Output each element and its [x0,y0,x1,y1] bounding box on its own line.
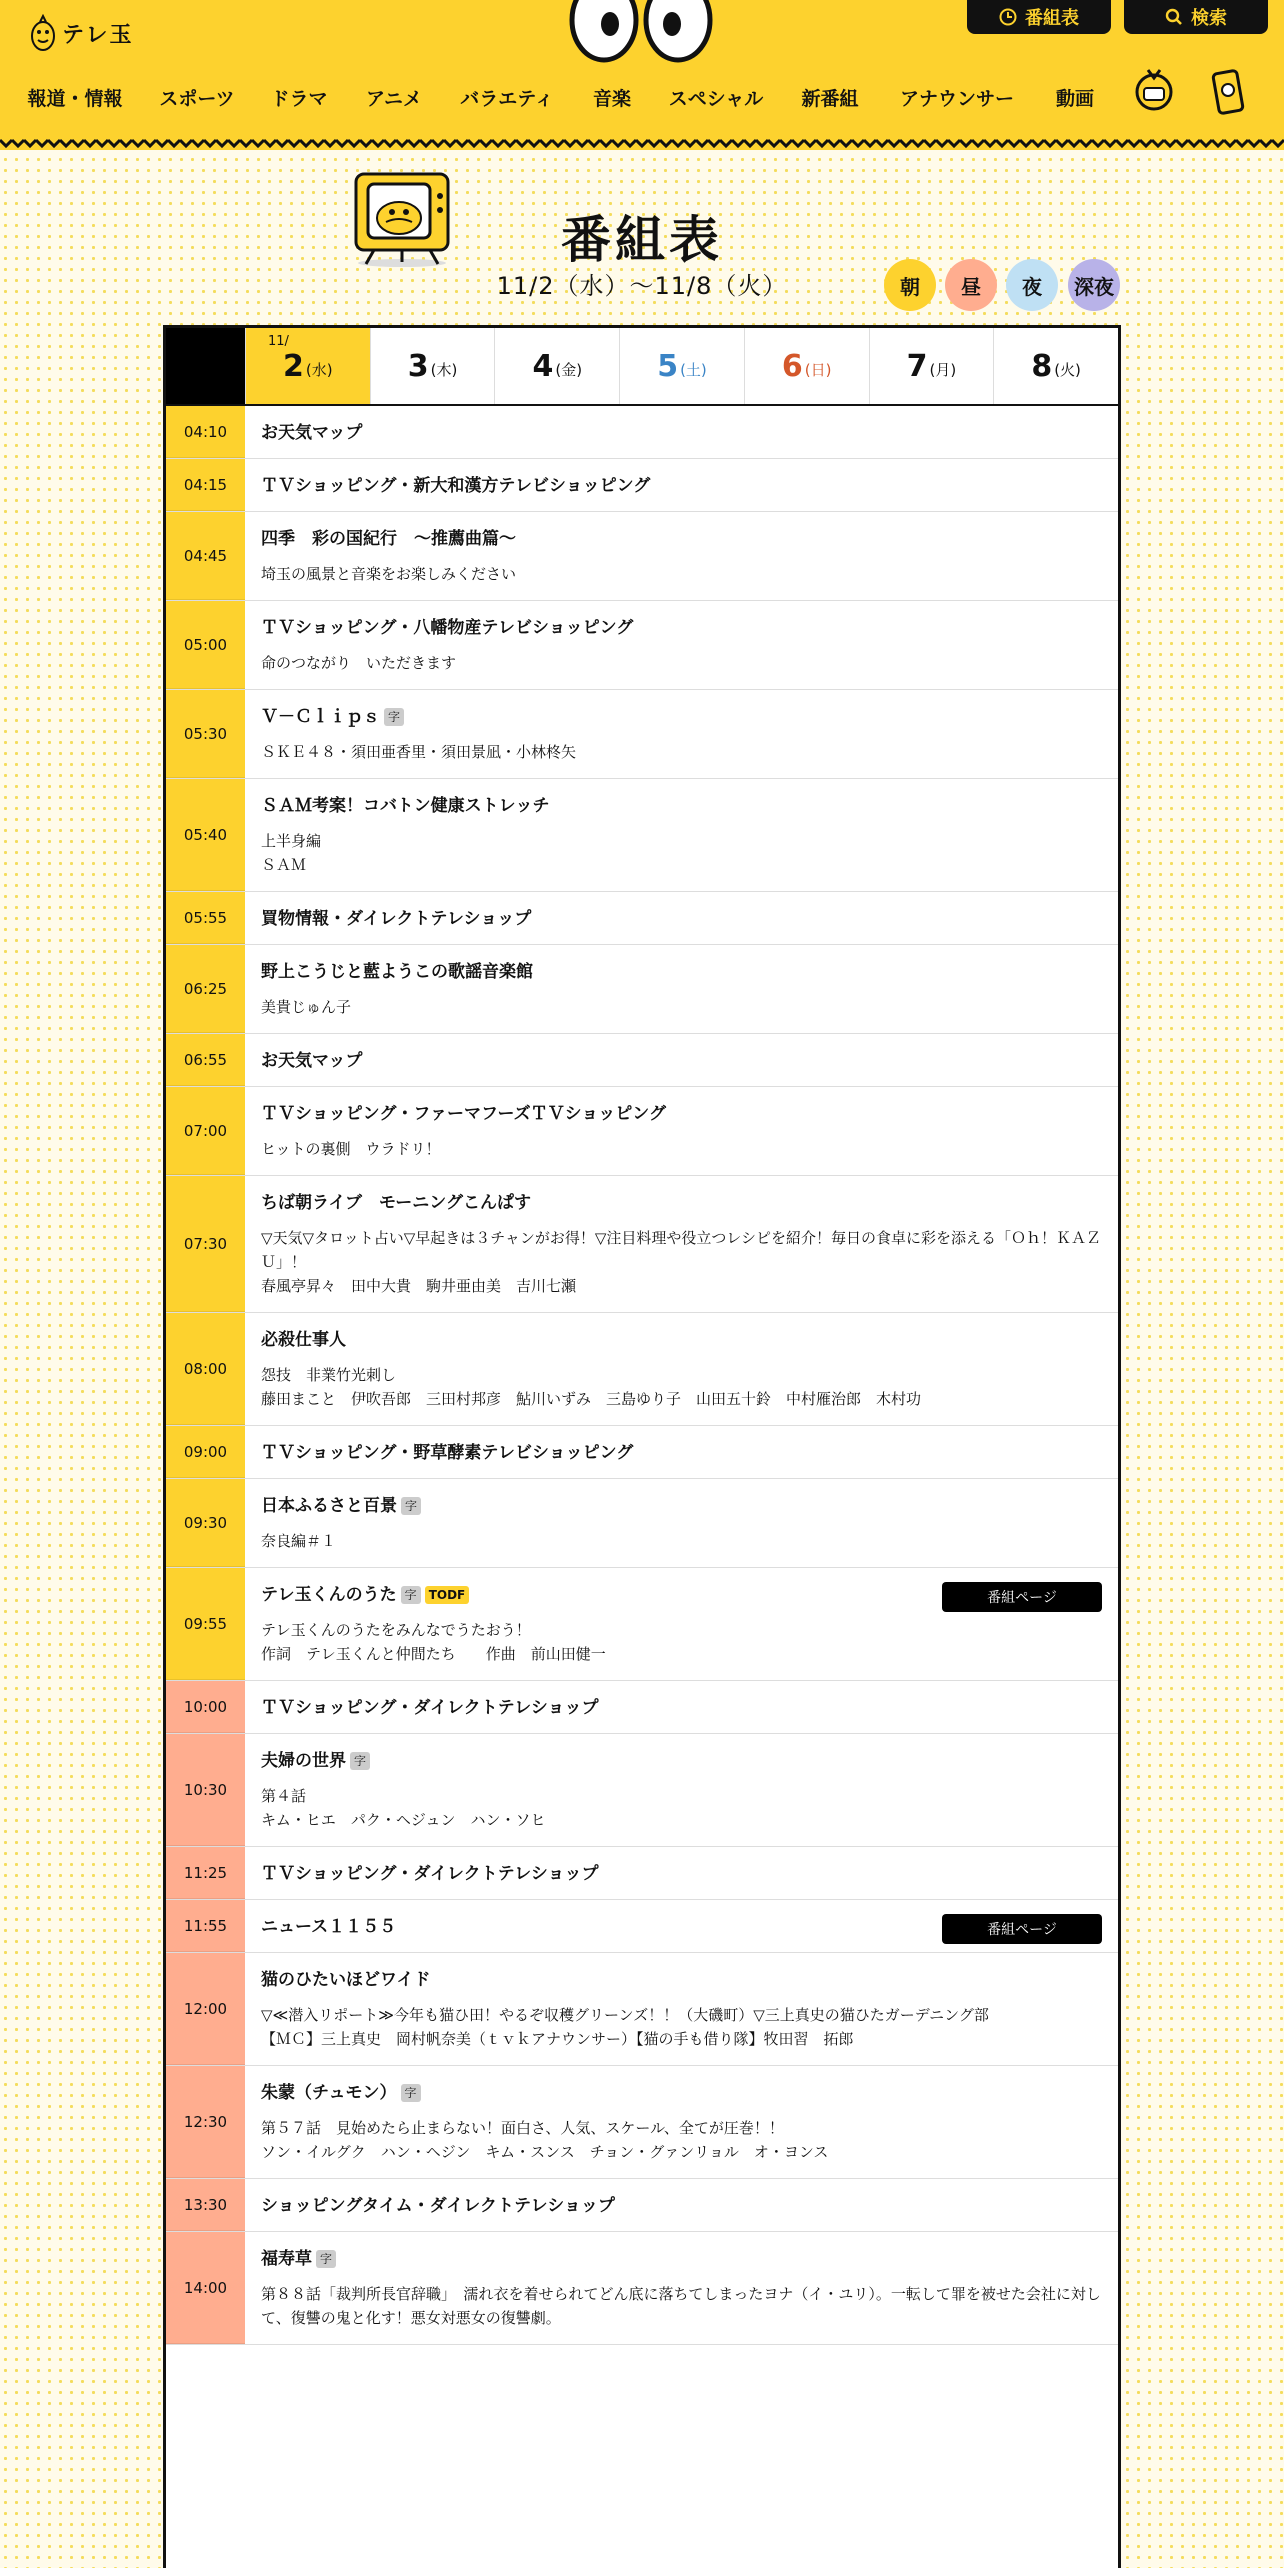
program-cell [245,1426,1118,1478]
program-title[interactable]: 夫婦の世界 [261,1751,346,1771]
program-row[interactable] [166,690,1118,779]
program-time: 07:30 [166,1176,245,1312]
program-time: 11:55 [166,1900,245,1952]
main-nav [0,84,1284,114]
program-row[interactable] [166,1034,1118,1087]
program-cell [245,2179,1118,2231]
site-logo[interactable] [30,14,134,52]
search-button-label: 検索 [1191,8,1227,29]
program-description [261,995,1102,1019]
program-row[interactable] [166,601,1118,690]
program-description-line: 上半身編 [261,832,322,850]
program-title[interactable]: ＴＶショッピング・新大和漢方テレビショッピング [261,476,651,496]
program-cell [245,945,1118,1033]
program-row[interactable] [166,512,1118,601]
program-title-line [261,961,1102,983]
program-cell [245,1734,1118,1846]
program-description-line: 命のつながり いただきます [261,654,457,672]
day-number: 5 [657,348,679,384]
program-title[interactable]: 猫のひたいほどワイド [261,1970,431,1990]
program-title[interactable]: ちば朝ライブ モーニングこんぱす [261,1193,531,1213]
program-row[interactable] [166,892,1118,945]
program-cell [245,512,1118,600]
subtitle-badge: 字 [401,2084,421,2102]
time-filter-late-night[interactable]: 深夜 [1068,259,1120,311]
day-month: 11/ [268,334,289,349]
time-filter-noon[interactable]: 昼 [945,259,997,311]
program-schedule [163,325,1121,2568]
program-title-line [261,1192,1102,1214]
program-title-line [261,908,1102,930]
teletama-app-icon[interactable] [1134,64,1174,112]
program-title[interactable]: ＴＶショッピング・野草酵素テレビショッピング [261,1443,634,1463]
day-tabs [166,328,1118,406]
program-title-line [261,1697,1102,1719]
program-title-line [261,2248,1102,2270]
program-description-line: 埼玉の風景と音楽をお楽しみください [261,565,517,583]
program-cell [245,601,1118,689]
day-tabs-corner [166,328,245,404]
mascot-eyes-icon [566,0,716,64]
program-title-line [261,2195,1102,2217]
program-row[interactable] [166,945,1118,1034]
program-description-line: テレ玉くんのうたをみんなでうたおう！ [261,1621,531,1639]
program-time: 12:30 [166,2066,245,2178]
day-weekday: (土) [680,360,707,379]
program-description-line: キム・ヒエ パク・ヘジュン ハン・ソヒ [261,1811,546,1829]
day-weekday: (金) [555,360,583,379]
program-description-line: ソン・イルグク ハン・ヘジン キム・スンス チョン・グァンリョル オ・ヨンス [261,2143,829,2161]
logo-text: テレ玉 [62,22,134,48]
day-weekday: (火) [1054,360,1081,379]
program-cell [245,459,1118,511]
program-time: 05:55 [166,892,245,944]
program-time: 10:30 [166,1734,245,1846]
program-description [261,1226,1102,1298]
program-cell [245,690,1118,778]
program-description-line: ヒットの裏側 ウラドリ！ [261,1140,441,1158]
day-tab[interactable] [494,328,619,404]
day-number: 4 [532,348,554,384]
program-title-line [261,1329,1102,1351]
program-title-line [261,617,1102,639]
program-description [261,2003,1102,2051]
program-description [261,651,1102,675]
nav-item-sports[interactable]: スポーツ [159,88,235,110]
program-time: 05:40 [166,779,245,891]
schedule-button-label: 番組表 [1025,8,1079,29]
program-cell [245,1313,1118,1425]
day-number: 8 [1031,348,1053,384]
program-description-line: 美貴じゅん子 [261,998,352,1016]
program-title-line [261,2082,1102,2104]
program-description [261,740,1102,764]
program-time: 05:30 [166,690,245,778]
day-weekday: (日) [804,360,832,379]
program-description-line: 怨技 非業竹光刺し [261,1366,397,1384]
program-title-line [261,1750,1102,1772]
program-time: 04:10 [166,406,245,458]
schedule-button[interactable] [967,0,1111,34]
program-title[interactable]: ショッピングタイム・ダイレクトテレショップ [261,2196,615,2216]
mascot-icon [30,14,56,52]
program-time: 12:00 [166,1953,245,2065]
program-time: 11:25 [166,1847,245,1899]
program-description-line: 第５７話 見始めたら止まらない！面白さ、人気、スケール、全てが圧巻！！ [261,2119,784,2137]
nav-item-news[interactable]: 報道・情報 [27,88,123,110]
program-time: 06:55 [166,1034,245,1086]
program-time: 04:15 [166,459,245,511]
todf-badge: TODF [425,1586,470,1604]
program-page-button[interactable]: 番組ページ [942,1914,1102,1944]
program-title[interactable]: 朱蒙（チュモン） [261,2083,397,2103]
program-title[interactable]: ＴＶショッピング・ダイレクトテレショップ [261,1864,599,1884]
day-weekday: (木) [430,360,458,379]
day-tab[interactable] [619,328,744,404]
program-description [261,1784,1102,1832]
program-title[interactable]: 福寿草 [261,2249,312,2269]
site-header [0,0,1284,150]
program-title[interactable]: 買物情報・ダイレクトテレショップ [261,909,532,929]
program-cell [245,2232,1118,2344]
program-title[interactable]: 野上こうじと藍ようこの歌謡音楽館 [261,962,533,982]
program-cell [245,1900,1118,1952]
program-description-line: 春風亭昇々 田中大貴 駒井亜由美 吉川七瀬 [261,1277,577,1295]
date-range: 11/2（水）〜11/8（火） [496,272,788,300]
program-title-line [261,528,1102,550]
day-tab[interactable] [744,328,869,404]
program-time: 09:55 [166,1568,245,1680]
program-description-line: 藤田まこと 伊吹吾郎 三田村邦彦 鮎川いずみ 三島ゆり子 山田五十鈴 中村雁治郎 木村功 [261,1390,922,1408]
program-description [261,829,1102,877]
program-cell [245,1847,1118,1899]
program-title[interactable]: ＴＶショッピング・八幡物産テレビショッピング [261,618,634,638]
day-tab[interactable] [370,328,495,404]
program-title[interactable]: ニュース１１５５ [261,1917,397,1937]
program-cell [245,1176,1118,1312]
program-row[interactable] [166,1900,1118,1953]
nav-item-drama[interactable]: ドラマ [270,88,328,110]
program-title[interactable]: テレ玉くんのうた [261,1585,397,1605]
nav-item-variety[interactable]: バラエティ [460,88,554,110]
program-description [261,1529,1102,1553]
page-title: 番組表 [561,211,723,269]
subtitle-badge: 字 [316,2250,336,2268]
day-tab[interactable] [993,328,1118,404]
program-description [261,1363,1102,1411]
program-cell [245,1479,1118,1567]
program-cell [245,1681,1118,1733]
program-row[interactable] [166,1176,1118,1313]
program-time: 13:30 [166,2179,245,2231]
time-filter-morning[interactable]: 朝 [884,259,936,311]
program-cell [245,779,1118,891]
program-title-line [261,1442,1102,1464]
day-number: 7 [906,348,928,384]
program-description [261,1618,1102,1666]
program-row[interactable] [166,1479,1118,1568]
program-description-line: ▽≪潜入リポート≫今年も猫ひ田！やるぞ収穫グリーンズ！！（大磯町）▽三上真史の猫ひたガーデニング部 [261,2006,989,2024]
nav-item-anime[interactable]: アニメ [365,88,423,110]
program-title-line [261,422,1102,444]
nav-item-new-programs[interactable]: 新番組 [801,88,859,110]
program-row[interactable] [166,1426,1118,1479]
program-title[interactable]: Ｖ－Ｃｌｉｐｓ [261,707,380,727]
header-zigzag-divider [0,134,1284,154]
search-button[interactable] [1124,0,1268,34]
program-description [261,2282,1102,2330]
nav-item-video[interactable]: 動画 [1055,88,1095,110]
program-row[interactable] [166,1734,1118,1847]
program-cell [245,892,1118,944]
program-row[interactable] [166,2066,1118,2179]
program-title[interactable]: お天気マップ [261,423,363,443]
program-time: 09:30 [166,1479,245,1567]
program-time: 14:00 [166,2232,245,2344]
program-description-line: ▽天気▽タロット占い▽早起きは３チャンがお得！▽注目料理や役立つレシピを紹介！毎日の食卓に彩を添える「Ｏｈ！ＫＡＺＵ」！ [261,1229,1102,1271]
program-title[interactable]: 日本ふるさと百景 [261,1496,397,1516]
program-row[interactable] [166,1087,1118,1176]
program-row[interactable] [166,2232,1118,2345]
program-title-line [261,1969,1102,1991]
program-title[interactable]: お天気マップ [261,1051,363,1071]
day-tab[interactable] [245,328,370,404]
program-title-line [261,475,1102,497]
day-tab[interactable] [869,328,994,404]
program-title-line [261,795,1102,817]
program-row[interactable] [166,1568,1118,1681]
program-time: 06:25 [166,945,245,1033]
program-page-button[interactable]: 番組ページ [942,1582,1102,1612]
program-row[interactable] [166,1313,1118,1426]
program-cell [245,1034,1118,1086]
program-title-line [261,1863,1102,1885]
program-time: 04:45 [166,512,245,600]
program-list [166,406,1118,2345]
program-description [261,562,1102,586]
program-title[interactable]: ＴＶショッピング・ファーマフーズＴＶショッピング [261,1104,666,1124]
program-description [261,2116,1102,2164]
program-description-line: 作詞 テレ玉くんと仲間たち 作曲 前山田健一 [261,1645,606,1663]
subtitle-badge: 字 [350,1752,370,1770]
subtitle-badge: 字 [401,1586,421,1604]
day-number: 3 [407,348,429,384]
nav-item-music[interactable]: 音楽 [592,88,632,110]
program-row[interactable] [166,1953,1118,2066]
search-icon [1165,8,1183,26]
program-row[interactable] [166,779,1118,892]
day-weekday: (水) [305,360,333,379]
program-time: 07:00 [166,1087,245,1175]
program-time: 10:00 [166,1681,245,1733]
program-row[interactable] [166,1847,1118,1900]
program-title[interactable]: ＴＶショッピング・ダイレクトテレショップ [261,1698,599,1718]
program-time: 08:00 [166,1313,245,1425]
program-time: 05:00 [166,601,245,689]
program-title-line [261,1495,1102,1517]
program-description-line: ＳＫＥ４８・須田亜香里・須田景凪・小林柊矢 [261,743,577,761]
program-description-line: 第８８話「裁判所長官辞職」 濡れ衣を着せられてどん底に落ちてしまったヨナ（イ・ユリ）。一転して罪を被せた会社に対して、復讐の鬼と化す！悪女対悪女の復讐劇。 [261,2285,1101,2327]
program-title-line [261,706,1102,728]
program-row[interactable] [166,1681,1118,1734]
program-row[interactable] [166,406,1118,459]
subtitle-badge: 字 [384,708,404,726]
program-cell [245,406,1118,458]
nav-item-announcer[interactable]: アナウンサー [899,88,1015,110]
subtitle-badge: 字 [401,1497,421,1515]
clock-icon [999,8,1017,26]
program-row[interactable] [166,2179,1118,2232]
program-description [261,1137,1102,1161]
program-title-line [261,1103,1102,1125]
program-title[interactable]: ＳＡＭ考案！コバトン健康ストレッチ [261,796,550,816]
program-title[interactable]: 必殺仕事人 [261,1330,346,1350]
teletama-phone-icon[interactable] [1208,64,1248,116]
program-cell [245,1087,1118,1175]
program-description-line: 第４話 [261,1787,307,1805]
program-time: 09:00 [166,1426,245,1478]
nav-item-special[interactable]: スペシャル [668,88,764,110]
day-weekday: (月) [929,360,957,379]
program-cell [245,2066,1118,2178]
program-row[interactable] [166,459,1118,512]
program-cell [245,1953,1118,2065]
program-title-line [261,1050,1102,1072]
program-title[interactable]: 四季 彩の国紀行 ～推薦曲篇～ [261,529,516,549]
program-description-line: ＳＡＭ [261,856,307,874]
time-filter-night[interactable]: 夜 [1006,259,1058,311]
day-number: 2 [283,348,304,384]
program-description-line: 奈良編＃１ [261,1532,337,1550]
day-number: 6 [781,348,803,384]
program-description-line: 【ＭＣ】三上真史 岡村帆奈美（ｔｖｋアナウンサー）【猫の手も借り隊】牧田習 拓郎 [261,2030,854,2048]
program-cell [245,1568,1118,1680]
